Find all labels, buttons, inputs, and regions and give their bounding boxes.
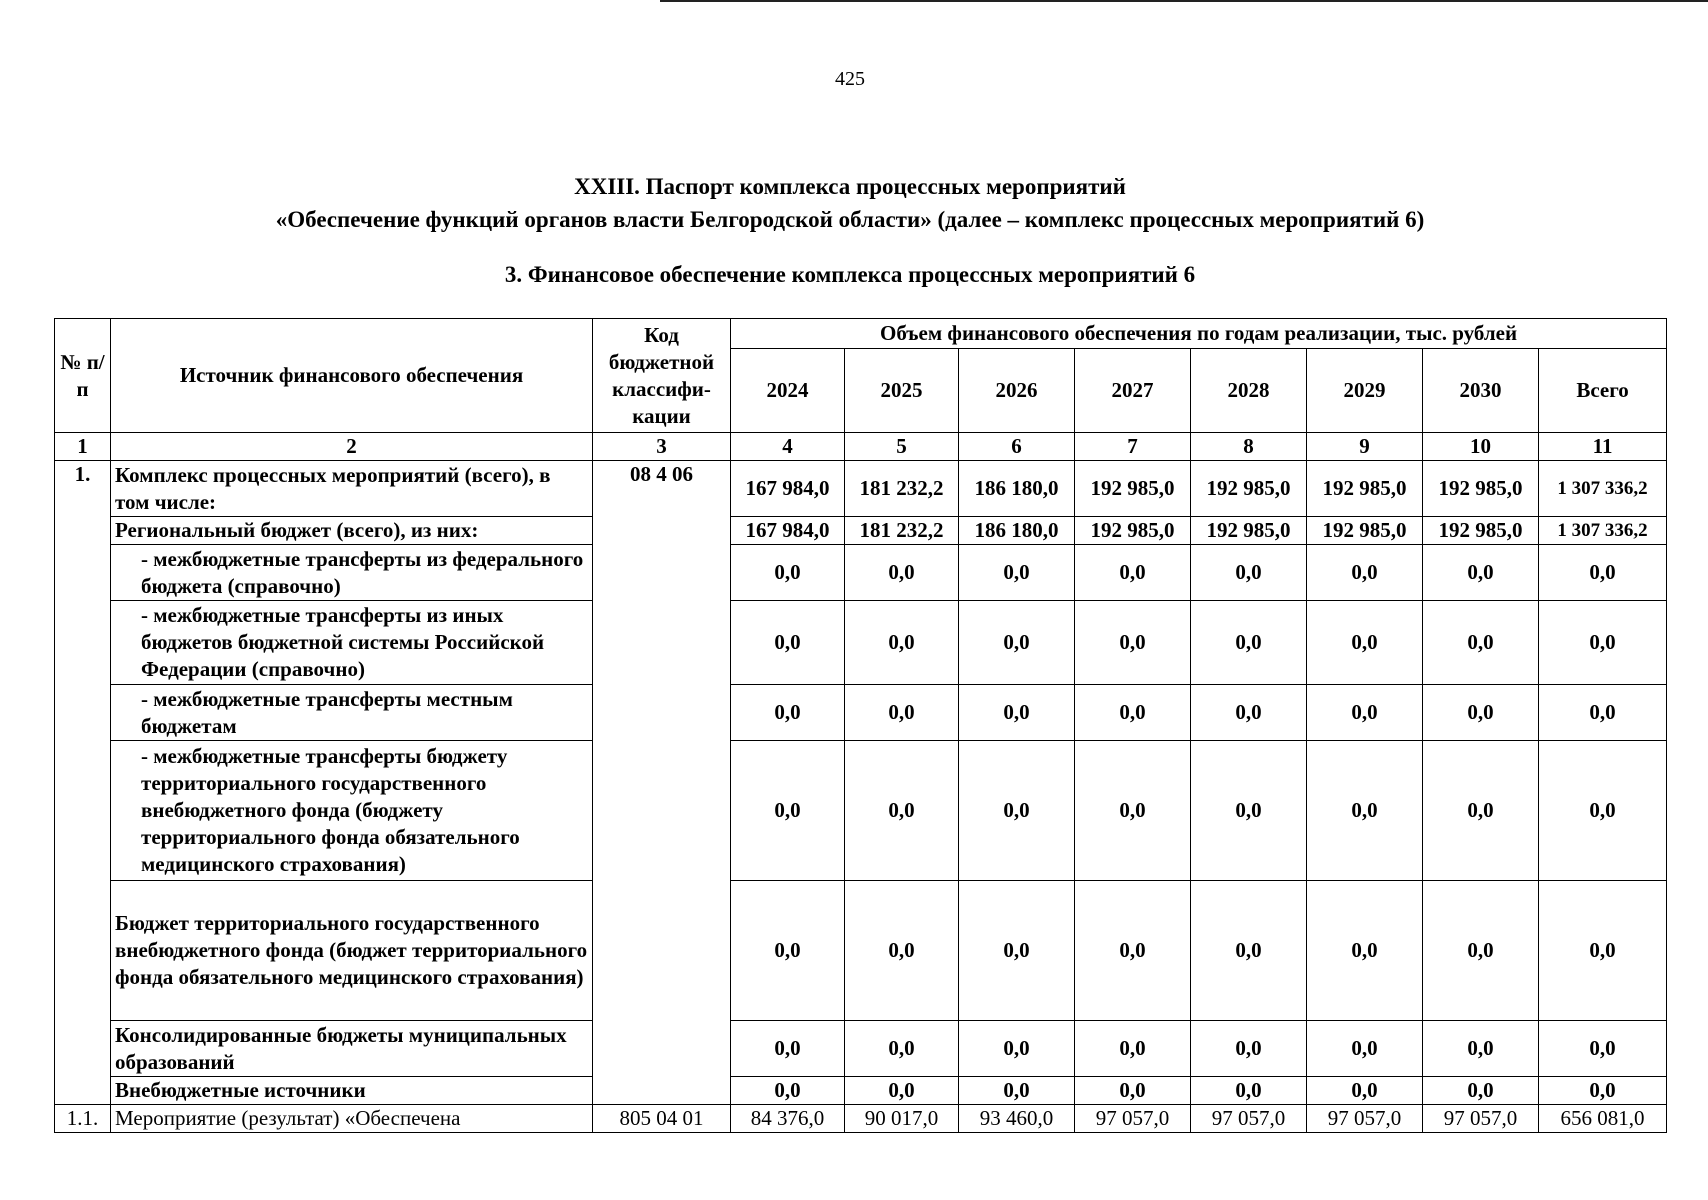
col-number: 9 (1307, 433, 1423, 461)
row-label: Внебюджетные источники (111, 1077, 593, 1105)
cell-value: 0,0 (1423, 1021, 1539, 1077)
cell-value: 0,0 (845, 1021, 959, 1077)
header-year: 2026 (959, 349, 1075, 433)
header-year: 2027 (1075, 349, 1191, 433)
cell-value: 0,0 (959, 685, 1075, 741)
cell-value: 0,0 (1539, 601, 1667, 685)
cell-value: 192 985,0 (1423, 461, 1539, 517)
header-year: 2024 (731, 349, 845, 433)
cell-value: 0,0 (1423, 881, 1539, 1021)
cell-value: 0,0 (845, 685, 959, 741)
row-label: Консолидированные бюджеты муниципальных образований (111, 1021, 593, 1077)
table-row (55, 741, 1667, 881)
cell-value: 0,0 (959, 545, 1075, 601)
cell-value: 0,0 (845, 1077, 959, 1105)
col-number: 3 (593, 433, 731, 461)
cell-value: 0,0 (1539, 685, 1667, 741)
cell-value: 0,0 (1539, 1077, 1667, 1105)
cell-value: 186 180,0 (959, 461, 1075, 517)
cell-value: 0,0 (731, 741, 845, 881)
cell-value: 167 984,0 (731, 517, 845, 545)
row-label: Региональный бюджет (всего), из них: (111, 517, 593, 545)
cell-value: 0,0 (1307, 1021, 1423, 1077)
header-year: 2025 (845, 349, 959, 433)
cell-value: 192 985,0 (1307, 461, 1423, 517)
cell-value: 0,0 (959, 741, 1075, 881)
cell-value: 97 057,0 (1423, 1105, 1539, 1133)
table-row (55, 1077, 1667, 1105)
cell-value: 0,0 (959, 1021, 1075, 1077)
cell-value: 192 985,0 (1191, 461, 1307, 517)
cell-value: 186 180,0 (959, 517, 1075, 545)
cell-value: 0,0 (845, 881, 959, 1021)
cell-value: 192 985,0 (1191, 517, 1307, 545)
cell-value: 0,0 (1307, 1077, 1423, 1105)
header-row-1 (55, 319, 1667, 349)
cell-value: 0,0 (1075, 1077, 1191, 1105)
cell-value: 192 985,0 (1307, 517, 1423, 545)
cell-value: 192 985,0 (1423, 517, 1539, 545)
column-numbers-row (55, 433, 1667, 461)
cell-value: 0,0 (1075, 685, 1191, 741)
header-num: № п/п (55, 319, 111, 433)
cell-value: 0,0 (1191, 545, 1307, 601)
row-code: 805 04 01 (593, 1105, 731, 1133)
cell-value: 0,0 (731, 1077, 845, 1105)
cell-value: 1 307 336,2 (1539, 461, 1667, 517)
financing-table (54, 318, 1667, 1133)
cell-value: 0,0 (1075, 741, 1191, 881)
cell-value: 0,0 (1539, 881, 1667, 1021)
section-title: 3. Финансовое обеспечение комплекса процессных мероприятий 6 (504, 262, 1196, 287)
group-num: 1. (55, 461, 111, 1105)
row-label: - межбюджетные трансферты бюджету территориального государственного внебюджетного фонда (бюджету территориального фонда обязательного медицинского страхования) (111, 741, 593, 881)
cell-value: 0,0 (1191, 881, 1307, 1021)
cell-value: 0,0 (1191, 685, 1307, 741)
row-label: - межбюджетные трансферты местным бюджетам (111, 685, 593, 741)
cell-value: 90 017,0 (845, 1105, 959, 1133)
cell-value: 0,0 (1423, 601, 1539, 685)
cell-value: 192 985,0 (1075, 517, 1191, 545)
cell-value: 0,0 (1423, 1077, 1539, 1105)
cell-value: 0,0 (1539, 545, 1667, 601)
title-line-1: XXIII. Паспорт комплекса процессных мероприятий (574, 174, 1126, 199)
cell-value: 0,0 (1307, 741, 1423, 881)
cell-value: 0,0 (959, 1077, 1075, 1105)
cell-value: 0,0 (731, 881, 845, 1021)
table-row (55, 517, 1667, 545)
cell-value: 0,0 (731, 545, 845, 601)
row-label: Комплекс процессных мероприятий (всего), в том числе: (111, 461, 593, 517)
cell-value: 97 057,0 (1307, 1105, 1423, 1133)
group-code: 08 4 06 (593, 461, 731, 1105)
cell-value: 0,0 (1307, 545, 1423, 601)
page-title (0, 170, 1700, 236)
cell-value: 0,0 (845, 741, 959, 881)
cell-value: 0,0 (959, 881, 1075, 1021)
table-row (55, 881, 1667, 1021)
table-row (55, 545, 1667, 601)
col-number: 7 (1075, 433, 1191, 461)
row-label: - межбюджетные трансферты из иных бюджетов бюджетной системы Российской Федерации (справочно) (111, 601, 593, 685)
cell-value: 0,0 (731, 601, 845, 685)
row-num: 1.1. (55, 1105, 111, 1133)
header-year: 2028 (1191, 349, 1307, 433)
row-label: Бюджет территориального государственного внебюджетного фонда (бюджет территориального фонда обязательного медицинского страхования) (111, 881, 593, 1021)
table-row (55, 1021, 1667, 1077)
header-year: 2029 (1307, 349, 1423, 433)
table-row (55, 685, 1667, 741)
cell-value: 181 232,2 (845, 517, 959, 545)
header-volume: Объем финансового обеспечения по годам реализации, тыс. рублей (731, 319, 1667, 349)
header-total: Всего (1539, 349, 1667, 433)
cell-value: 1 307 336,2 (1539, 517, 1667, 545)
cell-value: 0,0 (731, 685, 845, 741)
cell-value: 0,0 (1423, 685, 1539, 741)
row-label: - межбюджетные трансферты из федерального бюджета (справочно) (111, 545, 593, 601)
page-number: 425 (835, 68, 865, 90)
col-number: 10 (1423, 433, 1539, 461)
cell-value: 0,0 (1191, 741, 1307, 881)
cell-value: 0,0 (1307, 881, 1423, 1021)
cell-value: 0,0 (1539, 741, 1667, 881)
top-rule (660, 0, 1708, 2)
cell-value: 84 376,0 (731, 1105, 845, 1133)
title-line-2: «Обеспечение функций органов власти Белгородской области» (далее – комплекс процессных мероприятий 6) (275, 207, 1425, 232)
cell-value: 0,0 (959, 601, 1075, 685)
cell-value: 0,0 (1307, 685, 1423, 741)
cell-value: 0,0 (1307, 601, 1423, 685)
cell-value: 192 985,0 (1075, 461, 1191, 517)
col-number: 5 (845, 433, 959, 461)
col-number: 6 (959, 433, 1075, 461)
cell-value: 0,0 (1075, 881, 1191, 1021)
table-row (55, 1105, 1667, 1133)
cell-value: 0,0 (1191, 1077, 1307, 1105)
header-year: 2030 (1423, 349, 1539, 433)
header-source: Источник финансового обеспечения (111, 319, 593, 433)
table-row (55, 461, 1667, 517)
cell-value: 656 081,0 (1539, 1105, 1667, 1133)
row-label: Мероприятие (результат) «Обеспечена (111, 1105, 593, 1133)
cell-value: 0,0 (845, 601, 959, 685)
cell-value: 167 984,0 (731, 461, 845, 517)
col-number: 8 (1191, 433, 1307, 461)
cell-value: 0,0 (1191, 1021, 1307, 1077)
cell-value: 0,0 (1191, 601, 1307, 685)
cell-value: 0,0 (1075, 601, 1191, 685)
header-code: Код бюджетной классифи-кации (593, 319, 731, 433)
cell-value: 0,0 (845, 545, 959, 601)
cell-value: 0,0 (1075, 545, 1191, 601)
cell-value: 0,0 (1539, 1021, 1667, 1077)
cell-value: 97 057,0 (1191, 1105, 1307, 1133)
col-number: 1 (55, 433, 111, 461)
cell-value: 0,0 (1075, 1021, 1191, 1077)
cell-value: 97 057,0 (1075, 1105, 1191, 1133)
col-number: 11 (1539, 433, 1667, 461)
cell-value: 181 232,2 (845, 461, 959, 517)
cell-value: 93 460,0 (959, 1105, 1075, 1133)
cell-value: 0,0 (1423, 741, 1539, 881)
cell-value: 0,0 (1423, 545, 1539, 601)
col-number: 4 (731, 433, 845, 461)
cell-value: 0,0 (731, 1021, 845, 1077)
table-row (55, 601, 1667, 685)
col-number: 2 (111, 433, 593, 461)
